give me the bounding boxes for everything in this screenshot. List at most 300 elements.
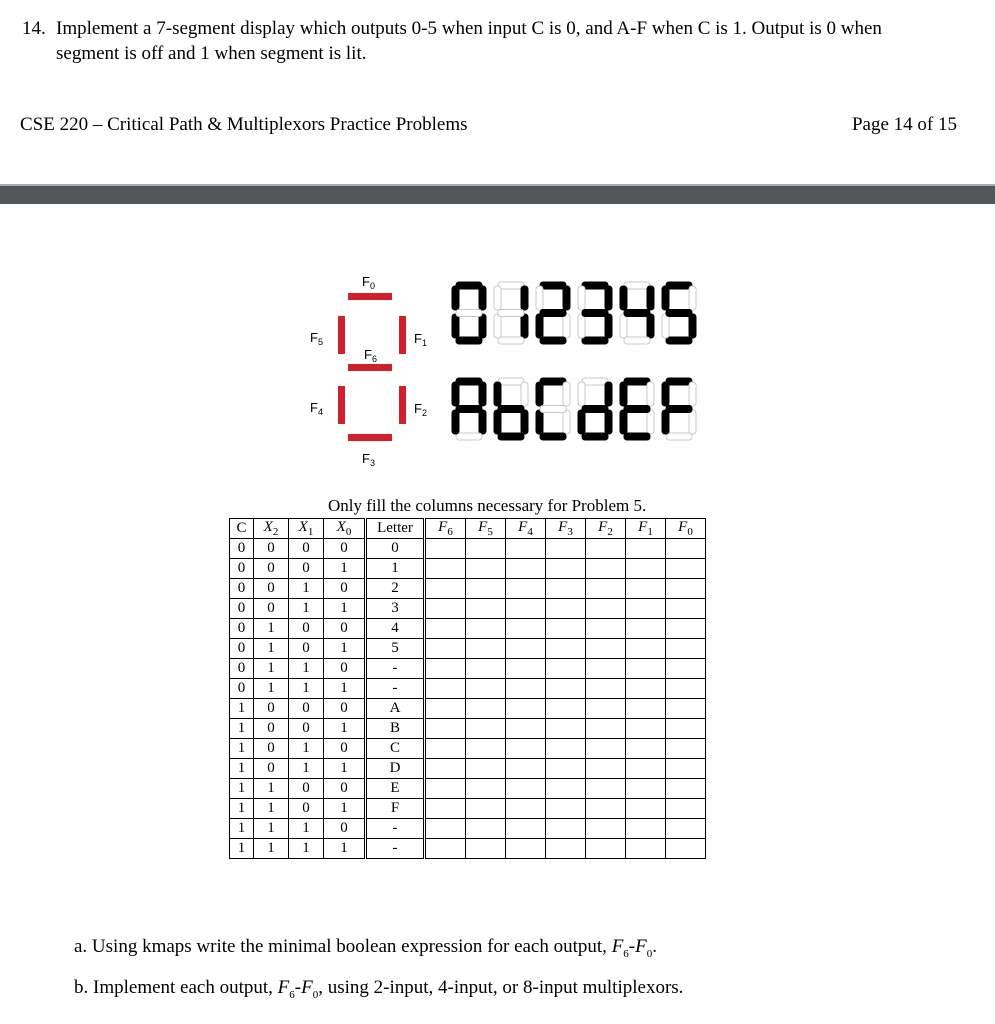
table-cell: 1 <box>366 559 425 579</box>
answer-cell[interactable] <box>586 699 626 719</box>
seven-segment-svg <box>300 268 720 478</box>
answer-cell[interactable] <box>466 759 506 779</box>
answer-cell[interactable] <box>626 599 666 619</box>
answer-cell[interactable] <box>586 659 626 679</box>
digit-A-segment-4 <box>452 410 459 434</box>
answer-cell[interactable] <box>546 539 586 559</box>
answer-cell[interactable] <box>666 799 706 819</box>
digit-5-segment-4 <box>662 314 669 338</box>
truth-table <box>229 518 706 859</box>
answer-cell[interactable] <box>425 559 466 579</box>
digit-d-segment-3 <box>582 433 608 440</box>
answer-cell[interactable] <box>626 719 666 739</box>
header-f1: $F_1$ <box>626 519 666 539</box>
table-cell: 1 <box>254 839 289 859</box>
table-cell: 1 <box>230 739 254 759</box>
answer-cell[interactable] <box>425 539 466 559</box>
question-a: a. Using kmaps write the minimal boolean expression for each output, $F_6-F_0$. <box>74 936 657 960</box>
answer-cell[interactable] <box>666 839 706 859</box>
digit-4-segment-6 <box>624 310 650 317</box>
table-row <box>230 819 706 839</box>
table-cell: 0 <box>289 719 324 739</box>
table-cell: 1 <box>324 799 366 819</box>
digit-d-segment-5 <box>578 382 585 406</box>
table-cell: 0 <box>254 719 289 739</box>
digit-b-segment-3 <box>498 433 524 440</box>
answer-cell[interactable] <box>666 579 706 599</box>
answer-cell[interactable] <box>506 819 546 839</box>
digit-3-segment-1 <box>605 286 612 310</box>
digit-F-segment-6 <box>666 406 692 413</box>
answer-cell[interactable] <box>466 659 506 679</box>
table-cell: 1 <box>289 579 324 599</box>
answer-cell[interactable] <box>425 799 466 819</box>
digit-C-segment-4 <box>536 410 543 434</box>
answer-cell[interactable] <box>586 779 626 799</box>
table-cell: 4 <box>366 619 425 639</box>
problem-statement <box>22 16 977 66</box>
label-f0: $F_0$ <box>362 274 375 291</box>
digit-4-segment-5 <box>620 286 627 310</box>
digit-3-segment-3 <box>582 337 608 344</box>
answer-cell[interactable] <box>466 539 506 559</box>
header-x1: $X_1$ <box>289 519 324 539</box>
header-f4: $F_4$ <box>506 519 546 539</box>
table-row <box>230 559 706 579</box>
table-cell: 1 <box>230 759 254 779</box>
label-f6: $F_6$ <box>364 347 377 364</box>
table-cell: 1 <box>324 559 366 579</box>
segment-f0 <box>348 293 392 300</box>
answer-cell[interactable] <box>626 679 666 699</box>
question-b: b. Implement each output, $F_6-F_0$, using 2-input, 4-input, or 8-input multiplexors. <box>74 976 684 1001</box>
page-number: Page 14 of 15 <box>851 114 957 135</box>
answer-cell[interactable] <box>506 539 546 559</box>
problem-number: 14. <box>22 18 46 39</box>
digit-1-segment-4 <box>494 314 501 338</box>
answer-cell[interactable] <box>425 639 466 659</box>
answer-cell[interactable] <box>466 619 506 639</box>
answer-cell[interactable] <box>626 819 666 839</box>
header-f0: $F_0$ <box>666 519 706 539</box>
digit-d-segment-2 <box>605 410 612 434</box>
header-f5: $F_5$ <box>466 519 506 539</box>
table-cell: 3 <box>366 599 425 619</box>
answer-cell[interactable] <box>586 559 626 579</box>
answer-cell[interactable] <box>546 679 586 699</box>
table-cell: D <box>366 759 425 779</box>
table-cell: B <box>366 719 425 739</box>
digit-5-segment-5 <box>662 286 669 310</box>
answer-cell[interactable] <box>626 639 666 659</box>
table-cell: 0 <box>324 739 366 759</box>
digit-1-segment-0 <box>498 282 524 289</box>
digit-2-segment-1 <box>563 286 570 310</box>
answer-cell[interactable] <box>546 819 586 839</box>
table-cell: 0 <box>230 619 254 639</box>
digit-F-segment-1 <box>689 382 696 406</box>
answer-cell[interactable] <box>425 699 466 719</box>
answer-cell[interactable] <box>466 719 506 739</box>
table-cell: 0 <box>254 559 289 579</box>
digit-C-segment-3 <box>540 433 566 440</box>
digit-0-segment-3 <box>456 337 482 344</box>
seven-segment-diagram <box>300 268 720 478</box>
label-f4: $F_4$ <box>310 400 323 417</box>
header-x2: $X_2$ <box>254 519 289 539</box>
answer-cell[interactable] <box>666 819 706 839</box>
answer-cell[interactable] <box>466 839 506 859</box>
digit-C-segment-5 <box>536 382 543 406</box>
table-cell: 1 <box>289 739 324 759</box>
digit-A-segment-5 <box>452 382 459 406</box>
digit-2-segment-4 <box>536 314 543 338</box>
table-cell: 1 <box>230 839 254 859</box>
answer-cell[interactable] <box>666 759 706 779</box>
digit-0-segment-2 <box>479 314 486 338</box>
answer-cell[interactable] <box>425 759 466 779</box>
answer-cell[interactable] <box>666 619 706 639</box>
answer-cell[interactable] <box>666 679 706 699</box>
digit-E-segment-3 <box>624 433 650 440</box>
digit-4-segment-0 <box>624 282 650 289</box>
segment-f2 <box>399 386 406 424</box>
answer-cell[interactable] <box>666 599 706 619</box>
questions <box>74 930 683 1012</box>
answer-cell[interactable] <box>626 839 666 859</box>
digit-0-segment-4 <box>452 314 459 338</box>
answer-cell[interactable] <box>425 839 466 859</box>
digit-2-segment-3 <box>540 337 566 344</box>
answer-cell[interactable] <box>626 619 666 639</box>
table-cell: 0 <box>289 699 324 719</box>
table-cell: 1 <box>324 719 366 739</box>
digit-b-segment-4 <box>494 410 501 434</box>
answer-cell[interactable] <box>586 719 626 739</box>
answer-cell[interactable] <box>586 739 626 759</box>
answer-cell[interactable] <box>626 539 666 559</box>
digit-3-segment-6 <box>582 310 608 317</box>
answer-cell[interactable] <box>506 679 546 699</box>
digit-E-segment-2 <box>647 410 654 434</box>
segment-f3 <box>348 434 392 441</box>
answer-cell[interactable] <box>626 659 666 679</box>
answer-cell[interactable] <box>666 779 706 799</box>
digit-d-segment-1 <box>605 382 612 406</box>
answer-cell[interactable] <box>466 739 506 759</box>
table-row <box>230 539 706 559</box>
table-cell: 1 <box>289 759 324 779</box>
answer-cell[interactable] <box>626 579 666 599</box>
digit-C-segment-6 <box>540 406 566 413</box>
digit-A-segment-3 <box>456 433 482 440</box>
answer-cell[interactable] <box>466 779 506 799</box>
table-cell: - <box>366 679 425 699</box>
answer-cell[interactable] <box>666 539 706 559</box>
digit-C-segment-1 <box>563 382 570 406</box>
table-cell: 1 <box>289 819 324 839</box>
truth-table-header <box>230 519 706 539</box>
answer-cell[interactable] <box>586 839 626 859</box>
answer-cell[interactable] <box>546 719 586 739</box>
digit-0-segment-1 <box>479 286 486 310</box>
label-f1: $F_1$ <box>414 331 427 348</box>
table-row <box>230 799 706 819</box>
digit-C-segment-0 <box>540 378 566 385</box>
table-cell: 0 <box>324 619 366 639</box>
table-cell: 0 <box>254 739 289 759</box>
table-cell: 0 <box>230 639 254 659</box>
answer-cell[interactable] <box>506 639 546 659</box>
answer-cell[interactable] <box>586 639 626 659</box>
table-cell: 0 <box>289 779 324 799</box>
digit-1-segment-2 <box>521 314 528 338</box>
segment-f4 <box>338 386 345 424</box>
table-cell: E <box>366 779 425 799</box>
answer-cell[interactable] <box>506 799 546 819</box>
answer-cell[interactable] <box>466 819 506 839</box>
table-cell: 0 <box>324 699 366 719</box>
table-cell: 0 <box>254 599 289 619</box>
table-cell: 0 <box>230 559 254 579</box>
digit-d-segment-6 <box>582 406 608 413</box>
answer-cell[interactable] <box>425 579 466 599</box>
table-row <box>230 739 706 759</box>
answer-cell[interactable] <box>506 599 546 619</box>
answer-cell[interactable] <box>546 759 586 779</box>
answer-cell[interactable] <box>425 719 466 739</box>
header-f2: $F_2$ <box>586 519 626 539</box>
table-cell: 0 <box>254 539 289 559</box>
table-cell: - <box>366 819 425 839</box>
table-cell: 1 <box>324 839 366 859</box>
digit-3-segment-4 <box>578 314 585 338</box>
digit-row-a-to-f <box>452 378 696 440</box>
table-cell: - <box>366 659 425 679</box>
table-cell: 5 <box>366 639 425 659</box>
answer-cell[interactable] <box>586 679 626 699</box>
table-row <box>230 599 706 619</box>
table-cell: 0 <box>230 599 254 619</box>
table-cell: 1 <box>289 679 324 699</box>
table-cell: 1 <box>230 699 254 719</box>
digit-2-segment-0 <box>540 282 566 289</box>
digit-1-segment-5 <box>494 286 501 310</box>
table-cell: 1 <box>324 599 366 619</box>
table-cell: 0 <box>289 799 324 819</box>
table-cell: 0 <box>366 539 425 559</box>
answer-cell[interactable] <box>586 579 626 599</box>
answer-cell[interactable] <box>586 599 626 619</box>
table-cell: 1 <box>254 659 289 679</box>
digit-E-segment-5 <box>620 382 627 406</box>
answer-cell[interactable] <box>506 619 546 639</box>
digit-row-0-to-5 <box>452 282 696 344</box>
label-f2: $F_2$ <box>414 401 427 418</box>
answer-cell[interactable] <box>666 639 706 659</box>
table-cell: 1 <box>254 619 289 639</box>
answer-cell[interactable] <box>506 559 546 579</box>
answer-cell[interactable] <box>626 779 666 799</box>
digit-b-segment-6 <box>498 406 524 413</box>
table-cell: 0 <box>324 779 366 799</box>
digit-b-segment-0 <box>498 378 524 385</box>
answer-cell[interactable] <box>626 699 666 719</box>
answer-cell[interactable] <box>466 639 506 659</box>
table-cell: 0 <box>324 819 366 839</box>
table-cell: 0 <box>230 539 254 559</box>
table-cell: 0 <box>254 579 289 599</box>
answer-cell[interactable] <box>546 739 586 759</box>
table-cell: 1 <box>324 639 366 659</box>
answer-cell[interactable] <box>546 699 586 719</box>
answer-cell[interactable] <box>626 559 666 579</box>
table-row <box>230 639 706 659</box>
digit-2-segment-5 <box>536 286 543 310</box>
table-cell: 0 <box>324 659 366 679</box>
table-cell: 1 <box>254 819 289 839</box>
table-cell: 1 <box>230 719 254 739</box>
table-cell: 0 <box>254 699 289 719</box>
table-cell: C <box>366 739 425 759</box>
header-c: C <box>230 519 254 539</box>
answer-cell[interactable] <box>506 759 546 779</box>
answer-cell[interactable] <box>425 819 466 839</box>
digit-5-segment-0 <box>666 282 692 289</box>
digit-1-segment-1 <box>521 286 528 310</box>
reference-display <box>310 274 427 468</box>
table-cell: A <box>366 699 425 719</box>
answer-cell[interactable] <box>586 619 626 639</box>
digit-1-segment-6 <box>498 310 524 317</box>
answer-cell[interactable] <box>546 599 586 619</box>
table-row <box>230 759 706 779</box>
answer-cell[interactable] <box>626 799 666 819</box>
header-letter: Letter <box>366 519 425 539</box>
answer-cell[interactable] <box>546 619 586 639</box>
answer-cell[interactable] <box>586 799 626 819</box>
answer-cell[interactable] <box>506 719 546 739</box>
answer-cell[interactable] <box>425 679 466 699</box>
digit-4-segment-2 <box>647 314 654 338</box>
answer-cell[interactable] <box>425 659 466 679</box>
digit-5-segment-1 <box>689 286 696 310</box>
table-cell: 1 <box>254 799 289 819</box>
answer-cell[interactable] <box>626 739 666 759</box>
answer-cell[interactable] <box>466 599 506 619</box>
digit-5-segment-3 <box>666 337 692 344</box>
digit-F-segment-0 <box>666 378 692 385</box>
header-x0: $X_0$ <box>324 519 366 539</box>
digit-0-segment-6 <box>456 310 482 317</box>
answer-cell[interactable] <box>546 779 586 799</box>
answer-cell[interactable] <box>506 699 546 719</box>
table-cell: 0 <box>230 659 254 679</box>
digit-F-segment-4 <box>662 410 669 434</box>
table-cell: 1 <box>324 759 366 779</box>
table-cell: 2 <box>366 579 425 599</box>
table-cell: 1 <box>289 659 324 679</box>
answer-cell[interactable] <box>425 619 466 639</box>
answer-cell[interactable] <box>546 839 586 859</box>
answer-cell[interactable] <box>666 559 706 579</box>
digit-E-segment-0 <box>624 378 650 385</box>
table-cell: 0 <box>254 759 289 779</box>
answer-cell[interactable] <box>586 759 626 779</box>
table-cell: F <box>366 799 425 819</box>
table-cell: 0 <box>289 539 324 559</box>
digit-2-segment-2 <box>563 314 570 338</box>
answer-cell[interactable] <box>506 659 546 679</box>
answer-cell[interactable] <box>546 559 586 579</box>
answer-cell[interactable] <box>466 579 506 599</box>
answer-cell[interactable] <box>506 739 546 759</box>
segment-f6 <box>348 364 392 371</box>
table-cell: - <box>366 839 425 859</box>
digit-E-segment-4 <box>620 410 627 434</box>
answer-cell[interactable] <box>425 739 466 759</box>
digit-C-segment-2 <box>563 410 570 434</box>
problem-line-1: Implement a 7-segment display which outputs 0-5 when input C is 0, and A-F when C is 1. Output is 0 when <box>56 18 882 39</box>
segment-f1 <box>399 316 406 354</box>
table-cell: 0 <box>324 579 366 599</box>
table-cell: 1 <box>230 819 254 839</box>
answer-cell[interactable] <box>506 579 546 599</box>
table-row <box>230 619 706 639</box>
answer-cell[interactable] <box>466 559 506 579</box>
header-bar <box>0 186 995 204</box>
answer-cell[interactable] <box>466 679 506 699</box>
answer-cell[interactable] <box>466 799 506 819</box>
digit-F-segment-3 <box>666 433 692 440</box>
table-caption: Only fill the columns necessary for Problem 5. <box>328 496 647 515</box>
answer-cell[interactable] <box>546 579 586 599</box>
answer-cell[interactable] <box>546 799 586 819</box>
table-cell: 1 <box>324 679 366 699</box>
digit-E-segment-6 <box>624 406 650 413</box>
answer-cell[interactable] <box>666 699 706 719</box>
answer-cell[interactable] <box>506 839 546 859</box>
table-cell: 1 <box>230 799 254 819</box>
answer-cell[interactable] <box>586 819 626 839</box>
table-row <box>230 659 706 679</box>
answer-cell[interactable] <box>425 599 466 619</box>
answer-cell[interactable] <box>546 659 586 679</box>
answer-cell[interactable] <box>666 719 706 739</box>
answer-cell[interactable] <box>626 759 666 779</box>
answer-cell[interactable] <box>666 659 706 679</box>
digit-A-segment-2 <box>479 410 486 434</box>
digit-3-segment-0 <box>582 282 608 289</box>
table-cell: 0 <box>289 559 324 579</box>
answer-cell[interactable] <box>425 779 466 799</box>
digit-2-segment-6 <box>540 310 566 317</box>
answer-cell[interactable] <box>546 639 586 659</box>
table-cell: 0 <box>289 619 324 639</box>
digit-A-segment-1 <box>479 382 486 406</box>
answer-cell[interactable] <box>586 539 626 559</box>
table-cell: 0 <box>289 639 324 659</box>
digit-0-segment-5 <box>452 286 459 310</box>
digit-5-segment-2 <box>689 314 696 338</box>
answer-cell[interactable] <box>506 779 546 799</box>
table-row <box>230 679 706 699</box>
digit-5-segment-6 <box>666 310 692 317</box>
answer-cell[interactable] <box>466 699 506 719</box>
digit-F-segment-5 <box>662 382 669 406</box>
answer-cell[interactable] <box>666 739 706 759</box>
label-f3: $F_3$ <box>362 451 375 468</box>
